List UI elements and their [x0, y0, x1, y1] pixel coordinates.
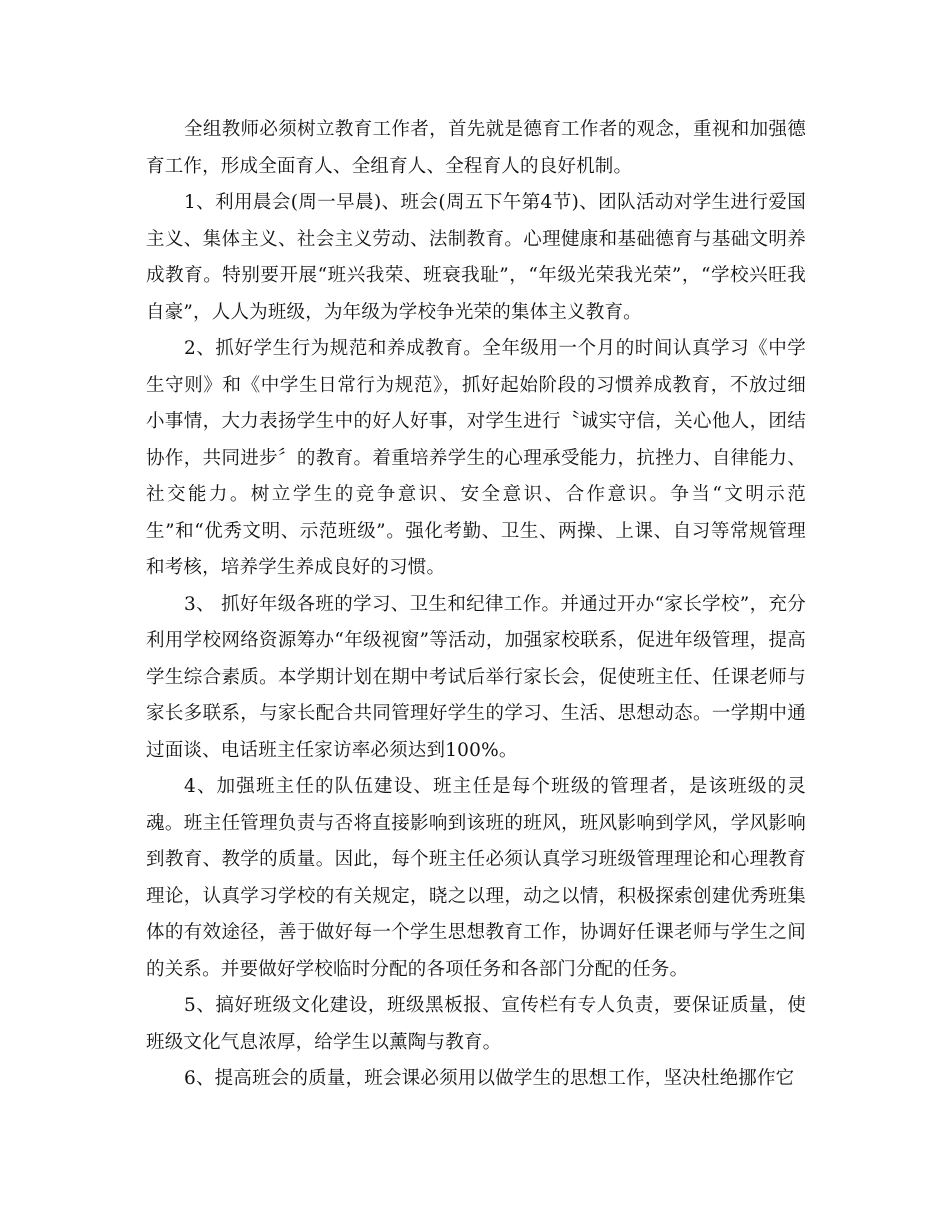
- paragraph-intro: 全组教师必须树立教育工作者，首先就是德育工作者的观念，重视和加强德育工作，形成全面育人、全组育人、全程育人的良好机制。: [146, 119, 806, 177]
- paragraph-item-5: 5、搞好班级文化建设，班级黑板报、宣传栏有专人负责，要保证质量，使班级文化气息浓厚，给学生以薰陶与教育。: [146, 995, 806, 1053]
- paragraph-item-4: 4、加强班主任的队伍建设、班主任是每个班级的管理者，是该班级的灵魂。班主任管理负责与否将直接影响到该班的班风，班风影响到学风，学风影响到教育、教学的质量。因此，每个班主任必须认真学习班级管理理论和心理教育理论，认真学习学校的有关规定，晓之以理，动之以情，积极探索创建优秀班集体的有效途径，善于做好每一个学生思想教育工作，协调好任课老师与学生之间的关系。并要做好学校临时分配的各项任务和各部门分配的任务。: [146, 776, 806, 980]
- paragraph-item-6: 6、提高班会的质量，班会课必须用以做学生的思想工作，坚决杜绝挪作它: [184, 1068, 795, 1089]
- paragraph-item-1: 1、利用晨会(周一早晨)、班会(周五下午第4节)、团队活动对学生进行爱国主义、集体主义、社会主义劳动、法制教育。心理健康和基础德育与基础文明养成教育。特别要开展“班兴我荣、班衰我耻”，“年级光荣我光荣”，“学校兴旺我自豪”，人人为班级，为年级为学校争光荣的集体主义教育。: [146, 192, 806, 323]
- paragraph-item-2: 2、抓好学生行为规范和养成教育。全年级用一个月的时间认真学习《中学生守则》和《中学生日常行为规范》，抓好起始阶段的习惯养成教育，不放过细小事情，大力表扬学生中的好人好事，对学生进行〝诚实守信，关心他人，团结协作，共同进步〞的教育。着重培养学生的心理承受能力，抗挫力、自律能力、社交能力。树立学生的竞争意识、安全意识、合作意识。争当“文明示范生”和“优秀文明、示范班级”。强化考勤、卫生、两操、上课、自习等常规管理和考核，培养学生养成良好的习惯。: [146, 338, 806, 578]
- document-body: [146, 112, 806, 1098]
- paragraph-item-3: 3、 抓好年级各班的学习、卫生和纪律工作。并通过开办“家长学校”，充分利用学校网络资源筹办“年级视窗”等活动，加强家校联系，促进年级管理，提高学生综合素质。本学期计划在期中考试后举行家长会，促使班主任、任课老师与家长多联系，与家长配合共同管理好学生的学习、生活、思想动态。一学期中通过面谈、电话班主任家访率必须达到100%。: [146, 593, 806, 761]
